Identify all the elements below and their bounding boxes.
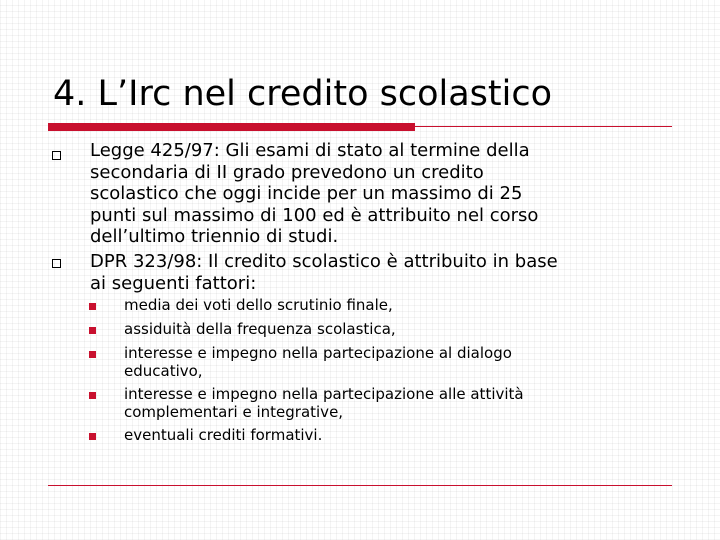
factor-item: assiduità della frequenza scolastica, xyxy=(124,320,396,338)
point-dpr-323: DPR 323/98: Il credito scolastico è attribuito in base ai seguenti fattori: xyxy=(90,251,558,294)
filled-square-icon xyxy=(89,351,96,358)
factor-item: interesse e impegno nella partecipazione al dialogo educativo, xyxy=(124,344,512,380)
slide-title: 4. L’Irc nel credito scolastico xyxy=(53,74,553,114)
filled-square-icon xyxy=(89,433,96,440)
factor-item: eventuali crediti formativi. xyxy=(124,426,323,444)
factor-item: interesse e impegno nella partecipazione alle attività complementari e integrative, xyxy=(124,385,524,421)
filled-square-icon xyxy=(89,303,96,310)
filled-square-icon xyxy=(89,327,96,334)
point-legge-425: Legge 425/97: Gli esami di stato al termine della secondaria di II grado prevedono un credito scolastico che oggi incide per un massimo di 25 punti sul massimo di 100 ed è attribuito nel corso dell’ultimo triennio di studi. xyxy=(90,140,539,247)
filled-square-icon xyxy=(89,392,96,399)
bottom-divider xyxy=(48,485,672,486)
factor-item: media dei voti dello scrutinio finale, xyxy=(124,296,393,314)
hollow-square-icon xyxy=(52,259,61,268)
hollow-square-icon xyxy=(52,151,61,160)
